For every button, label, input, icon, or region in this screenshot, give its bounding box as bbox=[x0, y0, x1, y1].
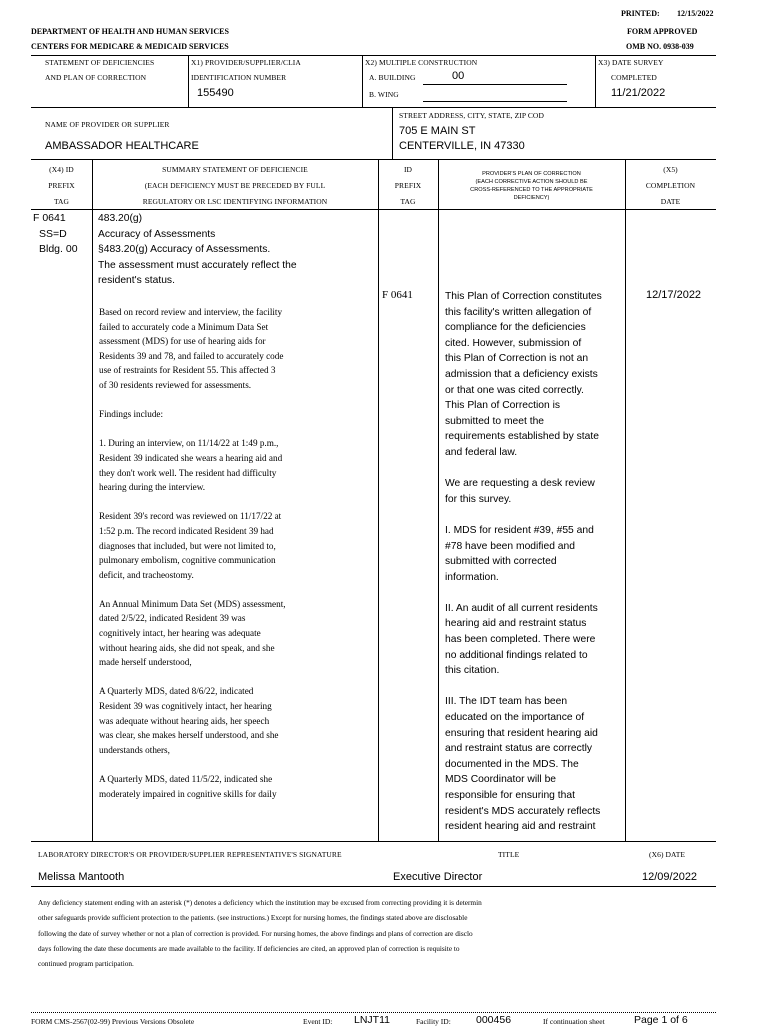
building-tag: Bldg. 00 bbox=[39, 243, 78, 255]
id-header-1: ID bbox=[403, 165, 413, 174]
correction-paragraph: This Plan of Correction constitutes this facility's written allegation of compliance for the deficiencies cited. However, submission of this Plan of Correction is not an admission that a deficiency exists or that one was cited correctly. This Plan of Correction is submitted to meet the requirements established by state and federal law. bbox=[445, 291, 602, 458]
divider bbox=[31, 159, 716, 160]
divider bbox=[378, 159, 379, 841]
event-id-value: LNJT11 bbox=[354, 1014, 390, 1026]
centers-title: CENTERS FOR MEDICARE & MEDICAID SERVICES bbox=[31, 42, 229, 51]
poc-header-3: CROSS-REFERENCED TO THE APPROPRIATE bbox=[470, 187, 593, 193]
x4-header-2: PREFIX bbox=[48, 181, 75, 190]
statement-label-1: STATEMENT OF DEFICIENCIES bbox=[45, 58, 155, 67]
provider-name-value: AMBASSADOR HEALTHCARE bbox=[45, 140, 199, 152]
findings-paragraph: Findings include: bbox=[99, 409, 164, 420]
continuation-label: If continuation sheet bbox=[543, 1017, 605, 1026]
building-value: 00 bbox=[452, 70, 465, 82]
disclaimer-line: other safeguards provide sufficient protection to the patients. (see instructions.) Except for nursing homes, the findings stated above are disclosable bbox=[38, 913, 468, 923]
divider bbox=[92, 159, 93, 841]
printed-date: 12/15/2022 bbox=[677, 9, 714, 18]
divider bbox=[438, 159, 439, 841]
statement-label-2: AND PLAN OF CORRECTION bbox=[45, 73, 147, 82]
title-label: TITLE bbox=[498, 850, 520, 859]
divider bbox=[362, 55, 363, 107]
printed-label: PRINTED: bbox=[621, 9, 660, 18]
address-line-1: 705 E MAIN ST bbox=[399, 125, 476, 137]
disclaimer-line: continued program participation. bbox=[38, 959, 134, 969]
address-label: STREET ADDRESS, CITY, STATE, ZIP COD bbox=[399, 111, 544, 120]
findings-paragraph: An Annual Minimum Data Set (MDS) assessment, dated 2/5/22, indicated Resident 39 was cognitively intact, her hearing was adequate without hearing aids, she did not speak, and she made herself understood, bbox=[99, 598, 286, 668]
left-tag-block bbox=[33, 211, 78, 258]
title-value: Executive Director bbox=[393, 871, 483, 883]
x4-header-1: (X4) ID bbox=[49, 165, 74, 174]
summary-header-2: (EACH DEFICIENCY MUST BE PRECEDED BY FULL bbox=[144, 181, 326, 190]
survey-date-value: 11/21/2022 bbox=[611, 87, 666, 99]
signature-value: Melissa Mantooth bbox=[38, 871, 125, 883]
divider bbox=[188, 55, 189, 107]
form-number: FORM CMS-2567(02-99) Previous Versions Obsolete bbox=[31, 1017, 195, 1026]
top-box-bottom bbox=[31, 107, 716, 108]
wing-underline bbox=[423, 101, 567, 102]
event-id-label: Event ID: bbox=[303, 1017, 333, 1026]
divider bbox=[595, 55, 596, 107]
findings-paragraph: Based on record review and interview, the facility failed to accurately code a Minimum Data Set assessment (MDS) for use of hearing aids for Residents 39 and 78, and failed to accurately code use of restraints for Resident 55. This affected 3 of 30 residents reviewed for assessments. bbox=[99, 307, 284, 390]
deficiency-findings bbox=[99, 305, 375, 801]
address-line-2: CENTERVILLE, IN 47330 bbox=[399, 140, 525, 152]
summary-header-3: REGULATORY OR LSC IDENTIFYING INFORMATION bbox=[142, 197, 328, 206]
top-box-border bbox=[31, 55, 716, 56]
disclaimer-line: Any deficiency statement ending with an asterisk (*) denotes a deficiency which the institution may be excused from correcting providing it is determin bbox=[38, 898, 482, 907]
x5-header-2: COMPLETION bbox=[645, 181, 696, 190]
findings-paragraph: A Quarterly MDS, dated 8/6/22, indicated Resident 39 was cognitively intact, her hearing was adequate without hearing aids, her speech was clear, she makes herself understood, and she understands others, bbox=[99, 686, 279, 755]
poc-header-2: (EACH CORRECTIVE ACTION SHOULD BE bbox=[475, 179, 588, 185]
summary-header-1: SUMMARY STATEMENT OF DEFICIENCIE bbox=[162, 165, 308, 174]
disclaimer bbox=[38, 895, 723, 971]
provider-id-value: 155490 bbox=[197, 87, 234, 99]
x4-header-3: TAG bbox=[53, 197, 70, 206]
correction-paragraph: II. An audit of all current residents hearing aid and restraint status has been completed. There were no additional findings related to this citation. bbox=[445, 602, 598, 677]
footer-rule bbox=[31, 1012, 716, 1013]
findings-paragraph: 1. During an interview, on 11/14/22 at 1:49 p.m., Resident 39 indicated she wears a hearing aid and they don't work well. The resident had difficulty hearing during the interview. bbox=[99, 438, 283, 493]
correction-paragraph: I. MDS for resident #39, #55 and #78 have been modified and submitted with corrected information. bbox=[445, 524, 594, 583]
signature-label: LABORATORY DIRECTOR'S OR PROVIDER/SUPPLIER REPRESENTATIVE'S SIGNATURE bbox=[38, 850, 342, 859]
x3-label-2: COMPLETED bbox=[611, 73, 657, 82]
x5-header-3: DATE bbox=[660, 197, 681, 206]
x5-header-1: (X5) bbox=[663, 165, 678, 174]
facility-id-value: 000456 bbox=[476, 1014, 512, 1026]
department-title: DEPARTMENT OF HEALTH AND HUMAN SERVICES bbox=[31, 27, 229, 36]
wing-label: B. WING bbox=[369, 90, 399, 99]
findings-paragraph: A Quarterly MDS, dated 11/5/22, indicated she moderately impaired in cognitive skills for daily bbox=[99, 774, 277, 799]
date-label: (X6) DATE bbox=[649, 850, 686, 859]
x1-label-2: IDENTIFICATION NUMBER bbox=[191, 73, 287, 82]
disclaimer-line: following the date of survey whether or not a plan of correction is provided. For nursing homes, the above findings and plans of correction are disclo bbox=[38, 928, 473, 938]
divider bbox=[625, 159, 626, 841]
completion-date: 12/17/2022 bbox=[646, 289, 702, 301]
id-header-2: PREFIX bbox=[394, 181, 422, 190]
divider bbox=[31, 886, 716, 887]
x1-label-1: X1) PROVIDER/SUPPLIER/CLIA bbox=[191, 58, 301, 67]
building-underline bbox=[423, 84, 567, 85]
severity-scope: SS=D bbox=[39, 227, 67, 240]
building-label: A. BUILDING bbox=[369, 73, 416, 82]
provider-name-label: NAME OF PROVIDER OR SUPPLIER bbox=[45, 120, 170, 129]
disclaimer-line: days following the date these documents are made available to the facility. If deficiencies are cited, an approved plan of correction is requisite to bbox=[38, 943, 460, 953]
right-tag: F 0641 bbox=[382, 289, 413, 301]
correction-paragraph: III. The IDT team has been educated on the importance of ensuring that resident hearing aid and restraint status are correctly documented in the MDS. The MDS Coordinator will be responsible for ensuring that resident's MDS accurately reflects resident hearing aid and restraint bbox=[445, 696, 601, 833]
signature-top-border bbox=[31, 841, 716, 842]
omb-number: OMB NO. 0938-039 bbox=[626, 42, 694, 51]
x2-label: X2) MULTIPLE CONSTRUCTION bbox=[365, 58, 478, 67]
form-approved: FORM APPROVED bbox=[627, 27, 698, 36]
x3-label-1: X3) DATE SURVEY bbox=[598, 58, 664, 67]
plan-of-correction bbox=[445, 289, 623, 835]
divider bbox=[392, 107, 393, 159]
regulation-text: 483.20(g) Accuracy of Assessments §483.20(g) Accuracy of Assessments. The assessment must accurately reflect the resident's status. bbox=[98, 213, 297, 287]
id-header-3: TAG bbox=[400, 197, 416, 206]
page-number: Page 1 of 6 bbox=[634, 1014, 688, 1026]
column-header-bottom bbox=[31, 209, 716, 210]
correction-paragraph: We are requesting a desk review for this survey. bbox=[445, 478, 595, 505]
signature-date-value: 12/09/2022 bbox=[642, 871, 698, 883]
facility-id-label: Facility ID: bbox=[416, 1017, 451, 1026]
findings-paragraph: Resident 39's record was reviewed on 11/17/22 at 1:52 p.m. The record indicated Resident 39 had diagnoses that included, but were not limited to, pulmonary embolism, cognitive communication deficit, and tracheostomy. bbox=[99, 511, 282, 580]
poc-header-4: DEFICIENCY) bbox=[513, 195, 550, 201]
poc-header-1: PROVIDER'S PLAN OF CORRECTION bbox=[482, 171, 581, 177]
left-tag: F 0641 bbox=[33, 212, 66, 224]
